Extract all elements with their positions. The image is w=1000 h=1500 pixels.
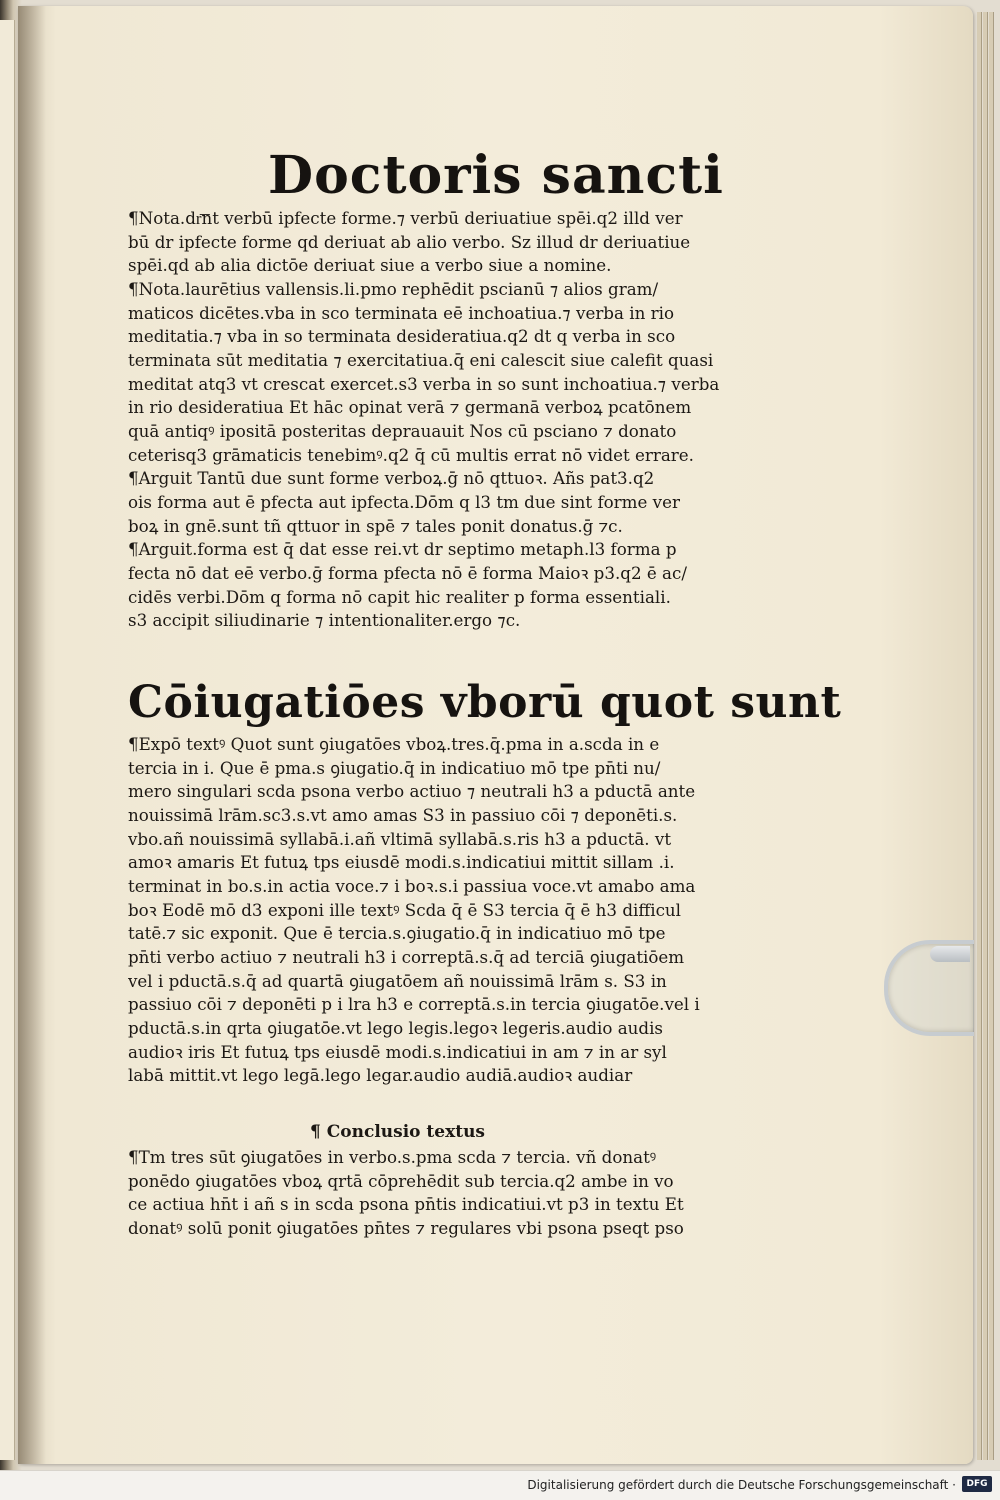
text-line: mero singulari scda psona verbo actiuo ⁊ neutrali h3 a pductā ante bbox=[128, 781, 696, 802]
text-line: terminata sūt meditatia ⁊ exercitatiua.q̄ eni calescit siue calefit quasi bbox=[128, 349, 714, 370]
text-line: tatē.⁊ sic exponit. Que ē tercia.s.ꝯiugatio.q̄ in indicatiuo mō tpe bbox=[128, 923, 666, 944]
text-line: donatꝰ solū ponit ꝯiugatōes pn̄tes ⁊ regulares vbi psona pseqt pso bbox=[128, 1217, 684, 1238]
text-block-3 bbox=[128, 1146, 768, 1241]
text-block-1 bbox=[128, 207, 768, 633]
text-line: cidēs verbi.Dōm q forma nō capit hic realiter p forma essentiali. bbox=[128, 586, 671, 607]
running-heading: Doctoris sancti bbox=[268, 145, 724, 206]
text-line: quā antiqꝰ ipositā posteritas deprauauit Nos cū psciano ⁊ donato bbox=[128, 420, 677, 441]
text-line: amoꝛ amaris Et futuꝝ tps eiusdē modi.s.indicatiui mittit sillam .i. bbox=[128, 852, 675, 873]
text-line: vbo.añ nouissimā syllabā.i.añ vltimā syllabā.s.ris h3 a pductā. vt bbox=[128, 828, 672, 849]
text-line: meditat atq3 vt crescat exercet.s3 verba in so sunt inchoatiua.⁊ verba bbox=[128, 373, 720, 394]
dfg-logo: DFG bbox=[962, 1476, 992, 1492]
text-line: audioꝛ iris Et futuꝝ tps eiusdē modi.s.indicatiui in am ⁊ in ar syl bbox=[128, 1041, 667, 1062]
text-line: spēi.qd ab alia dictōe deriuat siue a verbo siue a nomine. bbox=[128, 255, 612, 276]
text-line: s3 accipit siliudinarie ⁊ intentionaliter.ergo ⁊c. bbox=[128, 610, 521, 631]
text-line: ¶Tm tres sūt ꝯiugatōes in verbo.s.pma scda ⁊ tercia. vñ donatꝰ bbox=[128, 1147, 657, 1167]
text-line: ois forma aut ē pfecta aut ipfecta.Dōm q l3 tm due sint forme ver bbox=[128, 491, 680, 512]
subheading: ¶ Conclusio textus bbox=[310, 1122, 486, 1142]
text-line: vel i pductā.s.q̄ ad quartā ꝯiugatōem añ nouissimā lrām s. S3 in bbox=[128, 970, 667, 991]
text-line: fecta nō dat eē verbo.ḡ forma pfecta nō ē forma Maioꝛ p3.q2 ē ac/ bbox=[128, 562, 687, 583]
previous-page-strip bbox=[0, 20, 15, 1460]
text-line: ¶Nota.dr͞nt verbū ipfecte forme.⁊ verbū deriuatiue spēi.q2 illd ver bbox=[128, 208, 683, 228]
footer-credit: Digitalisierung gefördert durch die Deutsche Forschungsgemeinschaft · bbox=[527, 1478, 956, 1492]
section-title: Cōiugatiōes vborū quot sunt bbox=[128, 677, 842, 728]
text-line: labā mittit.vt lego legā.lego legar.audio audiā.audioꝛ audiar bbox=[128, 1065, 633, 1086]
text-line: in rio desideratiua Et hāc opinat verā ⁊ germanā verboꝝ pcatōnem bbox=[128, 397, 692, 418]
text-line: pductā.s.in qrta ꝯiugatōe.vt lego legis.legoꝛ legeris.audio audis bbox=[128, 1017, 663, 1038]
text-line: ponēdo ꝯiugatōes vboꝝ qrtā cōprehēdit sub tercia.q2 ambe in vo bbox=[128, 1170, 674, 1191]
text-line: maticos dicētes.vba in sco terminata eē inchoatiua.⁊ verba in rio bbox=[128, 302, 674, 323]
gutter-shadow bbox=[18, 6, 46, 1464]
text-line: ce actiua hn̄t i añ s in scda psona pn̄tis indicatiui.vt p3 in textu Et bbox=[128, 1194, 684, 1215]
text-block-2 bbox=[128, 733, 768, 1088]
text-line: boꝝ in gnē.sunt tñ qttuor in spē ⁊ tales ponit donatus.ḡ ⁊c. bbox=[128, 515, 623, 536]
text-line: ¶Nota.laurētius vallensis.li.pmo rephēdit pscianū ⁊ alios gram/ bbox=[128, 278, 659, 299]
text-line: nouissimā lrām.sc3.s.vt amo amas S3 in passiuo cōi ⁊ deponēti.s. bbox=[128, 804, 678, 825]
text-line: meditatia.⁊ vba in so terminata desideratiua.q2 dt q verba in sco bbox=[128, 326, 676, 347]
fore-edge-layer bbox=[983, 12, 988, 1460]
text-line: ceterisq3 grāmaticis tenebimꝰ.q2 q̄ cū multis errat nō videt errare. bbox=[128, 444, 694, 465]
text-line: ¶Expō textꝰ Quot sunt ꝯiugatōes vboꝝ.tres.q̄.pma in a.scda in e bbox=[128, 734, 660, 754]
text-line: terminat in bo.s.in actia voce.⁊ i boꝛ.s.i passiua voce.vt amabo ama bbox=[128, 875, 696, 896]
fore-edge-layer bbox=[977, 12, 982, 1460]
paper-clip-arm bbox=[930, 946, 970, 962]
text-line: passiuo cōi ⁊ deponēti p i lra h3 e correptā.s.in tercia ꝯiugatōe.vel i bbox=[128, 994, 700, 1015]
text-line: ¶Arguit.forma est q̄ dat esse rei.vt dr septimo metaph.l3 forma p bbox=[128, 539, 677, 560]
text-line: bū dr ipfecte forme qd deriuat ab alio verbo. Sz illud dr deriuatiue bbox=[128, 231, 691, 252]
text-line: pn̄ti verbo actiuo ⁊ neutrali h3 i correptā.s.q̄ ad terciā ꝯiugatiōem bbox=[128, 946, 685, 967]
text-line: tercia in i. Que ē pma.s ꝯiugatio.q̄ in indicatiuo mō tpe pn̄ti nu/ bbox=[128, 757, 661, 778]
fore-edge-layer bbox=[989, 12, 994, 1460]
text-line: boꝛ Eodē mō d3 exponi ille textꝰ Scda q̄ ē S3 tercia q̄ ē h3 difficul bbox=[128, 899, 681, 920]
text-line: ¶Arguit Tantū due sunt forme verboꝝ.ḡ nō qttuoꝛ. Añs pat3.q2 bbox=[128, 468, 655, 489]
